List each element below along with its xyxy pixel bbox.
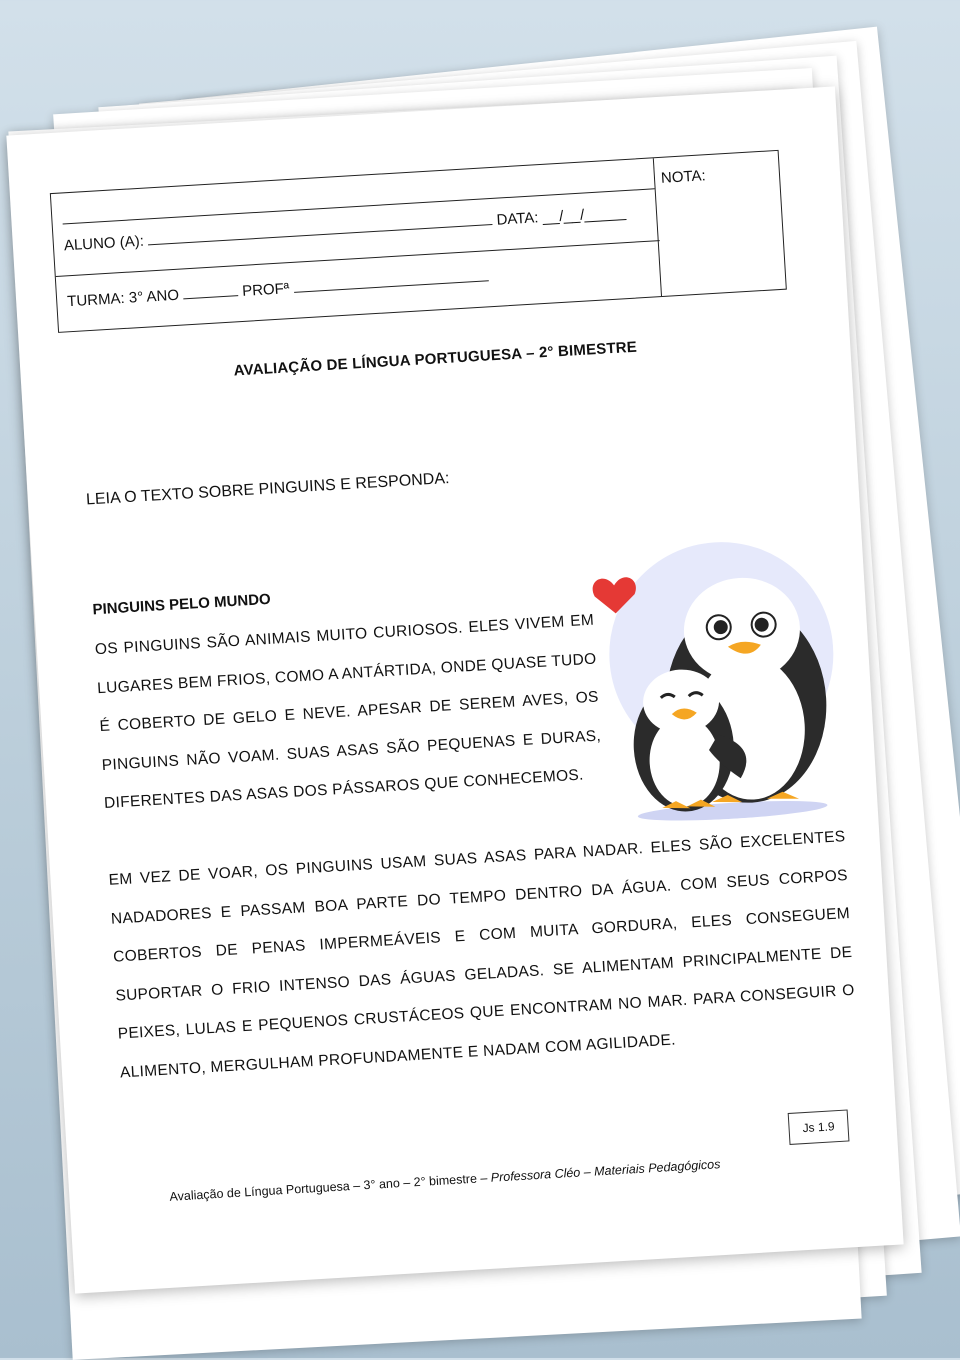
- nota-label: NOTA:: [660, 167, 707, 187]
- paragraph-2: EM VEZ DE VOAR, OS PINGUINS USAM SUAS ASAS PARA NADAR. ELES SÃO EXCELENTES NADADORES E PASSAM BOA PARTE DO TEMPO DENTRO DA ÁGUA. COM SEUS CORPOS COBERTOS DE PENAS IMPERMEÁVEIS E COM MUITA GORDURA, ELES CONSEGUEM SUPORTAR O FRIO INTENSO DAS ÁGUAS GELADAS. SE ALIMENTAM PRINCIPALMENTE DE PEIXES, LULAS E PEQUENOS CRUSTÁCEOS QUE ENCONTRAM NO MAR. PARA CONSEGUIR O ALIMENTO, MERGULHAM PROFUNDAMENTE E NADAM COM AGILIDADE.: [108, 828, 856, 1082]
- footer-author: Professora Cléo – Materiais Pedagógicos: [490, 1157, 721, 1185]
- paragraph-1: OS PINGUINS SÃO ANIMAIS MUITO CURIOSOS. ELES VIVEM EM LUGARES BEM FRIOS, COMO A ANTÁRTIDA, ONDE QUASE TUDO É COBERTO DE GELO E NEVE. APESAR DE SEREM AVES, OS PINGUINS NÃO VOAM. SUAS ASAS SÃO PEQUENAS E DURAS, DIFERENTES DAS ASAS DOS PÁSSAROS QUE CONHECEMOS.: [94, 611, 602, 812]
- footer-text: Avaliação de Língua Portuguesa – 3° ano – 2° bimestre –: [169, 1170, 492, 1204]
- text-title: PINGUINS PELO MUNDO: [92, 590, 272, 619]
- aluno-label: ALUNO (A):: [63, 232, 145, 255]
- worksheet-page: [6, 86, 903, 1293]
- data-label: DATA:: [496, 209, 539, 229]
- prof-blank[interactable]: [293, 266, 489, 293]
- student-info-box: [50, 150, 787, 333]
- nota-box[interactable]: [653, 151, 786, 296]
- penguins-illustration: [577, 533, 843, 827]
- page-title: AVALIAÇÃO DE LÍNGUA PORTUGUESA – 2° BIMESTRE: [233, 338, 638, 380]
- instruction: LEIA O TEXTO SOBRE PINGUINS E RESPONDA:: [85, 469, 450, 509]
- turma-label: TURMA: 3° ANO: [66, 286, 180, 311]
- code-badge: Js 1.9: [788, 1109, 850, 1145]
- data-blank[interactable]: __/__/_____: [542, 204, 627, 226]
- prof-label: PROFª: [241, 280, 290, 300]
- turma-blank[interactable]: [182, 281, 238, 299]
- turma-row: [67, 266, 489, 310]
- footer: [169, 1157, 721, 1204]
